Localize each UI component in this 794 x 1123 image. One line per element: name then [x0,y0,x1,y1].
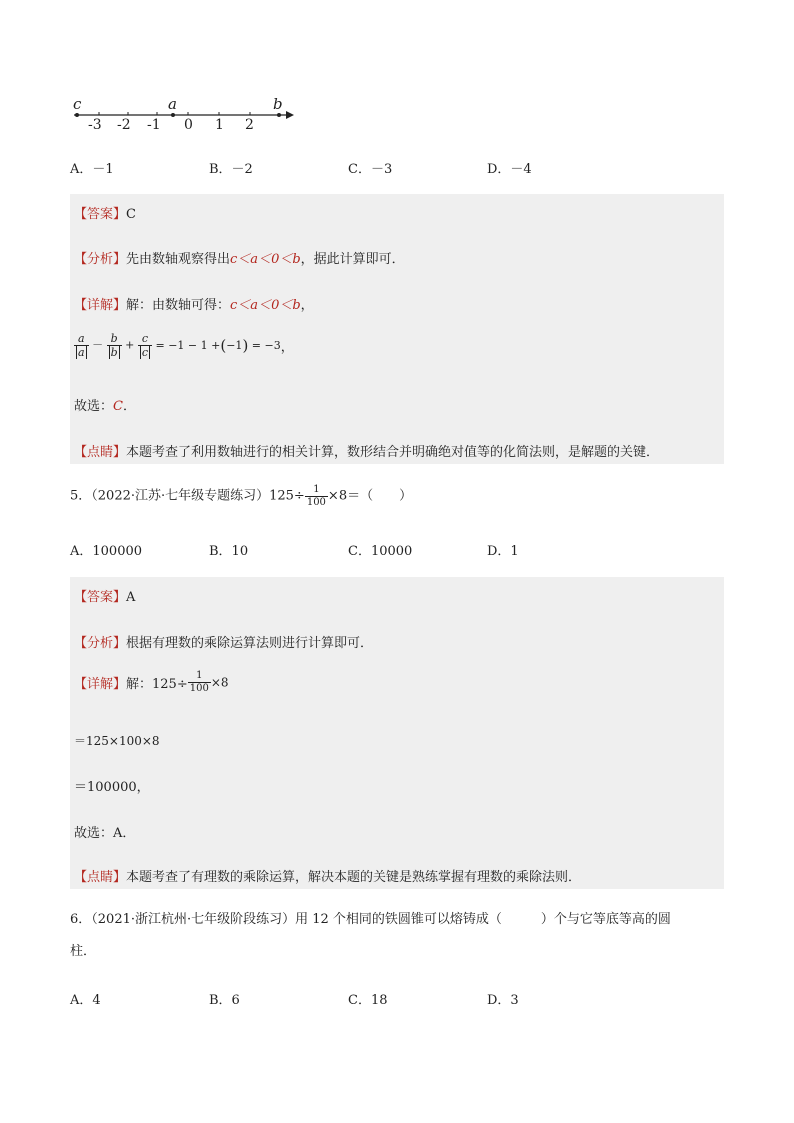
tick-label: -3 [88,117,102,133]
choose-value: C [113,399,123,414]
tick-label: 0 [184,117,193,133]
q6-stem-line-2: 柱． [70,944,97,959]
choose-text: 故选： [74,399,114,414]
option-c: C．18 [348,993,388,1008]
fraction-a: $\frac{a}{a}$ [74,332,89,359]
answer-value: C [126,207,136,222]
option-a: A．－1 [70,162,114,177]
q5-stem-end: ×8＝（ ） [327,488,413,504]
point-c-dot [75,113,79,117]
formula-paren-value: −1 [226,339,243,352]
point-a-dot [171,113,175,117]
detail-text-end: ， [300,298,314,313]
analysis-text: 先由数轴观察得出 [126,252,231,267]
fraction-b: $\frac{b}{b}$ [107,332,122,359]
q6-stem-line-1: 6．（2021·浙江杭州·七年级阶段练习）用 12 个相同的铁圆锥可以熔铸成（ ）个与它等底等高的圆 [70,912,671,927]
q5-stem-text: 5．（2022·江苏·七年级专题练习）125÷ [70,488,305,504]
q4-solution-box [70,194,724,464]
detail-text: 解：由数轴可得： [126,298,231,313]
choose-end: ． [122,399,136,414]
q5-stem [70,484,412,509]
detail-text-end: ×8 [210,675,229,690]
q5-choose: 故选：A． [74,826,136,841]
q5-comment [74,866,581,885]
analysis-inequality: c＜a＜0＜b [230,252,301,267]
detail-tag: 【详解】 [74,677,127,692]
tick-label: 2 [245,117,254,133]
q4-analysis [74,248,405,267]
formula-result: = −3 [251,339,281,352]
option-c: C．－3 [348,162,393,177]
detail-tag: 【详解】 [74,298,127,313]
option-d: D．1 [487,544,519,559]
q4-formula: $\frac{a}{a}$ － $\frac{b}{b}$ + $\frac{c}{c}$ = −1 − 1 +(−1) = −3， [74,332,294,359]
option-d: D．3 [487,993,519,1008]
formula-calc: = −1 − 1 + [155,339,221,352]
q4-choose [74,395,136,414]
q5-stem-fraction: $\frac{1}{100}$ [306,484,326,508]
plus-sign: + [125,338,135,352]
q5-solution-box [70,577,724,889]
option-a: A．100000 [70,544,143,559]
analysis-tag: 【分析】 [74,636,127,651]
analysis-text: 根据有理数的乘除运算法则进行计算即可． [126,636,374,651]
analysis-text-end: ，据此计算即可． [300,252,405,267]
q5-analysis [74,632,373,651]
answer-value: A [126,590,136,605]
comment-tag: 【点睛】 [74,445,127,460]
fraction-c: $\frac{c}{c}$ [138,332,152,359]
q4-detail [74,294,314,313]
formula-tail: ， [280,340,294,355]
q4-comment [74,441,659,460]
tick-label: 1 [215,117,224,133]
answer-tag: 【答案】 [74,207,127,222]
option-b: B．6 [209,993,240,1008]
q5-detail [74,670,229,695]
analysis-tag: 【分析】 [74,252,127,267]
answer-tag: 【答案】 [74,590,127,605]
option-b: B．10 [209,544,249,559]
option-c: C．10000 [348,544,413,559]
q5-step-2: ＝100000， [74,780,150,795]
q5-answer [74,586,135,605]
option-a: A．4 [70,993,101,1008]
comment-text: 本题考查了有理数的乘除运算，解决本题的关键是熟练掌握有理数的乘除法则． [126,870,582,885]
comment-tag: 【点睛】 [74,870,127,885]
detail-fraction: $\frac{1}{100}$ [189,670,209,694]
q5-step-1: ＝125×100×8 [74,734,160,748]
comment-text: 本题考查了利用数轴进行的相关计算，数形结合并明确绝对值等的化简法则，是解题的关键． [126,445,660,460]
point-label-a: a [168,95,177,113]
minus-sign: － [92,338,104,352]
option-d: D．－4 [487,162,532,177]
number-line-arrow [286,111,294,119]
detail-text: 解：125÷ [126,677,188,692]
point-label-b: b [273,95,283,113]
option-b: B．－2 [209,162,253,177]
tick-label: -2 [117,117,131,133]
tick-label: -1 [147,117,161,133]
number-line [72,110,294,122]
detail-inequality: c＜a＜0＜b [230,298,301,313]
q4-answer [74,203,136,222]
point-b-dot [277,113,281,117]
point-label-c: c [73,95,82,113]
